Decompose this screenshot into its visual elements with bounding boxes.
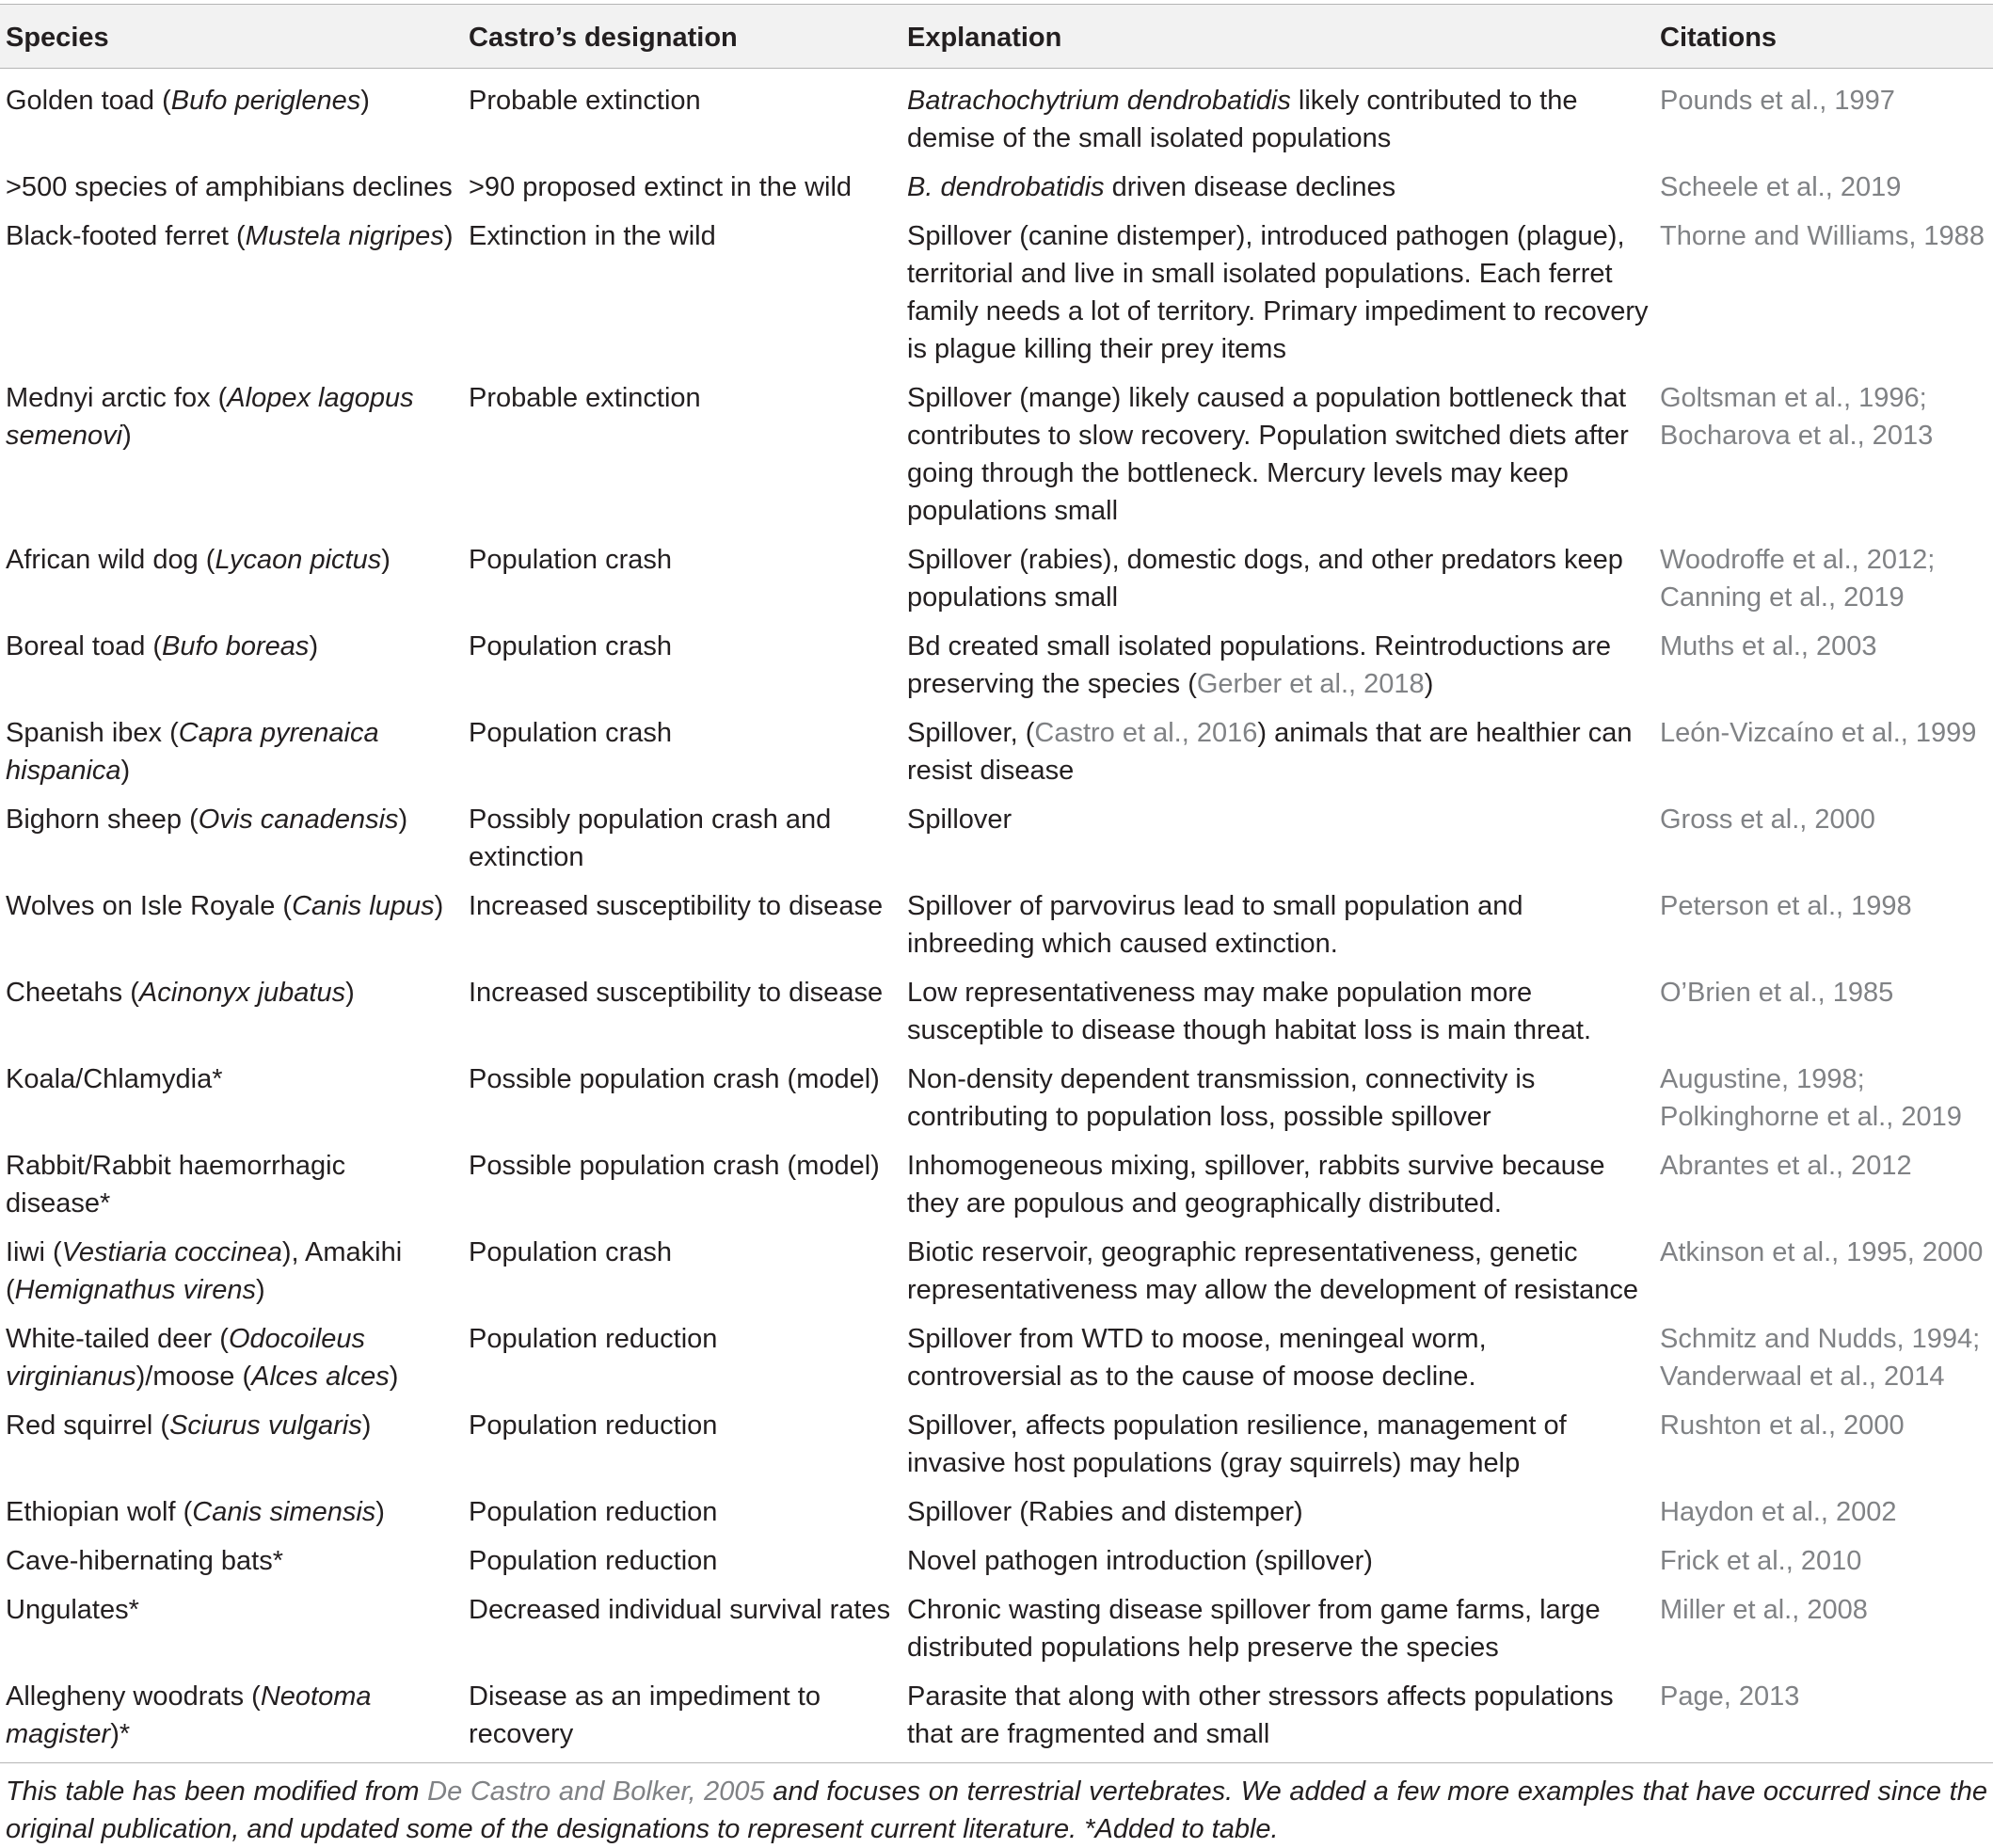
designation-cell: >90 proposed extinct in the wild: [469, 172, 853, 202]
species-cell: [0, 622, 463, 709]
explanation-text: Chronic wasting disease spillover from game farms, large distributed populations help preserve the species: [907, 1595, 1601, 1663]
explanation-cell: [901, 795, 1654, 882]
species-cell: [0, 69, 463, 164]
explanation-text: Non-density dependent transmission, connectivity is contributing to population loss, possible spillover: [907, 1064, 1536, 1132]
citations-cell: [1654, 968, 1993, 1055]
species-italic-text: Canis lupus: [292, 891, 435, 921]
explanation-cell: [901, 1314, 1654, 1401]
explanation-cell: [901, 882, 1654, 968]
citation-link[interactable]: Woodroffe et al., 2012;: [1660, 545, 1936, 575]
explanation-italic-text: B. dendrobatidis: [907, 172, 1105, 202]
explanation-reference-link[interactable]: Castro et al., 2016: [1034, 718, 1258, 748]
species-cell: [0, 1141, 463, 1228]
species-text: ): [122, 421, 132, 451]
species-cell: [0, 1537, 463, 1585]
species-italic-text: Mustela nigripes: [245, 221, 444, 251]
table-row: [0, 1055, 1993, 1141]
designation-cell: Population reduction: [469, 1324, 718, 1354]
designation-cell: Possible population crash (model): [469, 1151, 880, 1181]
explanation-cell: [901, 535, 1654, 622]
species-cell: [0, 1228, 463, 1314]
table-row: [0, 212, 1993, 374]
species-italic-text: Bufo periglenes: [170, 86, 361, 116]
species-cell: [0, 1672, 463, 1763]
explanation-cell: [901, 1488, 1654, 1537]
species-text: ): [434, 891, 444, 921]
explanation-text: driven disease declines: [1104, 172, 1396, 202]
species-italic-text: Capra pyrenaica hispanica: [6, 718, 379, 786]
species-italic-text: Hemignathus virens: [14, 1275, 256, 1305]
explanation-cell: [901, 968, 1654, 1055]
species-italic-text: Neotoma magister: [6, 1681, 372, 1749]
designation-cell: Disease as an impediment to recovery: [463, 1672, 901, 1763]
citation-link[interactable]: Thorne and Williams, 1988: [1660, 221, 1985, 251]
species-text: Wolves on Isle Royale (: [6, 891, 293, 921]
species-text: ): [381, 545, 391, 575]
species-text: ): [345, 978, 355, 1008]
species-text: Bighorn sheep (: [6, 805, 199, 835]
table-footnote: [0, 1763, 1993, 1848]
citation-link[interactable]: Abrantes et al., 2012: [1660, 1151, 1912, 1181]
citation-link[interactable]: Vanderwaal et al., 2014: [1660, 1362, 1945, 1392]
table-body: [0, 69, 1993, 1763]
species-text: )*: [110, 1719, 131, 1749]
explanation-italic-text: Batrachochytrium dendrobatidis: [907, 86, 1291, 116]
citations-cell: [1654, 882, 1993, 968]
explanation-cell: [901, 1672, 1654, 1763]
species-text: Ungulates*: [6, 1595, 139, 1625]
species-text: Boreal toad (: [6, 631, 163, 661]
explanation-cell: [901, 163, 1654, 212]
explanation-text: Biotic reservoir, geographic representativeness, genetic representativeness may allow the development of resistance: [907, 1237, 1638, 1305]
explanation-cell: [901, 1537, 1654, 1585]
citations-cell: [1654, 374, 1993, 535]
table-header: [0, 5, 1993, 69]
citations-cell: [1654, 1141, 1993, 1228]
species-text: ): [360, 86, 370, 116]
designation-cell: Population crash: [469, 1237, 673, 1267]
species-italic-text: Odocoileus virginianus: [6, 1324, 366, 1392]
explanation-cell: [901, 1228, 1654, 1314]
footnote-reference-link[interactable]: De Castro and Bolker, 2005: [427, 1776, 765, 1807]
citation-link[interactable]: Bocharova et al., 2013: [1660, 421, 1934, 451]
table-row: [0, 1488, 1993, 1537]
designation-cell: Decreased individual survival rates: [469, 1595, 891, 1625]
explanation-text: Bd created small isolated populations. Reintroductions are preserving the species (: [907, 631, 1611, 699]
header-explanation: Explanation: [901, 5, 1654, 69]
species-cell: [0, 1314, 463, 1401]
species-cell: [0, 1055, 463, 1141]
explanation-text: Parasite that along with other stressors affects populations that are fragmented and small: [907, 1681, 1614, 1749]
citation-link[interactable]: Haydon et al., 2002: [1660, 1497, 1897, 1527]
species-italic-text: Alces alces: [251, 1362, 390, 1392]
species-text: Rabbit/Rabbit haemorrhagic disease*: [6, 1151, 346, 1219]
footnote-text-after: and focuses on terrestrial vertebrates. We added a few more examples that have occurred since the original publication, and updated some of the designations to represent current literature. *Added to table.: [6, 1776, 1987, 1844]
citations-cell: [1654, 1488, 1993, 1537]
explanation-cell: [901, 1141, 1654, 1228]
citation-link[interactable]: Goltsman et al., 1996;: [1660, 383, 1927, 413]
table-row: [0, 163, 1993, 212]
citations-cell: [1654, 1537, 1993, 1585]
citations-cell: [1654, 1314, 1993, 1401]
citation-link[interactable]: Page, 2013: [1660, 1681, 1800, 1712]
explanation-text: Inhomogeneous mixing, spillover, rabbits survive because they are populous and geographically distributed.: [907, 1151, 1605, 1219]
designation-cell: Probable extinction: [469, 383, 701, 413]
table-row: [0, 709, 1993, 795]
species-text: White-tailed deer (: [6, 1324, 229, 1354]
species-cell: [0, 709, 463, 795]
species-cell: [0, 1401, 463, 1488]
species-text: Golden toad (: [6, 86, 171, 116]
species-cell: [0, 968, 463, 1055]
explanation-cell: [901, 1055, 1654, 1141]
designation-cell: Increased susceptibility to disease: [469, 978, 884, 1008]
species-text: Allegheny woodrats (: [6, 1681, 261, 1712]
species-text: Iiwi (: [6, 1237, 62, 1267]
citation-link[interactable]: Peterson et al., 1998: [1660, 891, 1912, 921]
explanation-text: Spillover, affects population resilience, management of invasive host populations (gray squirrels) may help: [907, 1410, 1567, 1478]
species-text: Koala/Chlamydia*: [6, 1064, 223, 1094]
species-italic-text: Canis simensis: [192, 1497, 376, 1527]
citations-cell: [1654, 709, 1993, 795]
table-row: [0, 622, 1993, 709]
citation-link[interactable]: Gross et al., 2000: [1660, 805, 1875, 835]
species-cell: [0, 535, 463, 622]
species-text: ), Amakihi (: [6, 1237, 403, 1305]
table-row: [0, 374, 1993, 535]
species-cell: [0, 212, 463, 374]
header-row: [0, 5, 1993, 69]
designation-cell: Population reduction: [469, 1497, 718, 1527]
citation-link[interactable]: Polkinghorne et al., 2019: [1660, 1102, 1962, 1132]
designation-cell: Population crash: [469, 545, 673, 575]
designation-cell: Extinction in the wild: [469, 221, 716, 251]
species-text: ): [398, 805, 408, 835]
table-row: [0, 535, 1993, 622]
species-text: >500 species of amphibians declines: [6, 172, 453, 202]
explanation-text: ): [1424, 669, 1434, 699]
citations-cell: [1654, 795, 1993, 882]
species-text: Ethiopian wolf (: [6, 1497, 193, 1527]
explanation-cell: [901, 622, 1654, 709]
citation-link[interactable]: Muths et al., 2003: [1660, 631, 1877, 661]
species-italic-text: Alopex lagopus semenovi: [6, 383, 414, 451]
species-cell: [0, 163, 463, 212]
species-italic-text: Lycaon pictus: [215, 545, 382, 575]
citation-link[interactable]: Frick et al., 2010: [1660, 1546, 1862, 1576]
citation-link[interactable]: Pounds et al., 1997: [1660, 86, 1895, 116]
explanation-cell: [901, 709, 1654, 795]
explanation-text: ) animals that are healthier can resist disease: [907, 718, 1633, 786]
designation-cell: Population crash: [469, 631, 673, 661]
citation-link[interactable]: O’Brien et al., 1985: [1660, 978, 1894, 1008]
explanation-text: Spillover (canine distemper), introduced pathogen (plague), territorial and live in small isolated populations. Each ferret family needs a lot of territory. Primary impediment to recovery is plague killing their prey items: [907, 221, 1649, 364]
header-species: Species: [0, 5, 463, 69]
species-text: ): [255, 1275, 265, 1305]
species-text: Cave-hibernating bats*: [6, 1546, 284, 1576]
citations-cell: [1654, 535, 1993, 622]
designation-cell: Population crash: [469, 718, 673, 748]
species-text: ): [309, 631, 319, 661]
citation-link[interactable]: León-Vizcaíno et al., 1999: [1660, 718, 1977, 748]
citations-cell: [1654, 1585, 1993, 1672]
citation-link[interactable]: Rushton et al., 2000: [1660, 1410, 1905, 1441]
designation-cell: Increased susceptibility to disease: [469, 891, 884, 921]
explanation-text: Spillover, (: [907, 718, 1035, 748]
citations-cell: [1654, 1401, 1993, 1488]
citation-link[interactable]: Canning et al., 2019: [1660, 582, 1905, 613]
species-cell: [0, 1488, 463, 1537]
explanation-text: Spillover from WTD to moose, meningeal worm, controversial as to the cause of moose decline.: [907, 1324, 1487, 1392]
explanation-text: Low representativeness may make population more susceptible to disease though habitat loss is main threat.: [907, 978, 1592, 1045]
species-text: African wild dog (: [6, 545, 215, 575]
citations-cell: [1654, 622, 1993, 709]
species-cell: [0, 374, 463, 535]
table-row: [0, 1401, 1993, 1488]
designation-cell: Probable extinction: [469, 86, 701, 116]
species-text: Mednyi arctic fox (: [6, 383, 228, 413]
species-italic-text: Ovis canadensis: [198, 805, 399, 835]
table-row: [0, 1672, 1993, 1763]
citation-link[interactable]: Schmitz and Nudds, 1994;: [1660, 1324, 1981, 1354]
species-italic-text: Sciurus vulgaris: [169, 1410, 362, 1441]
designation-cell: Possibly population crash and extinction: [469, 805, 832, 872]
citations-cell: [1654, 1228, 1993, 1314]
citations-cell: [1654, 212, 1993, 374]
species-text: ): [375, 1497, 385, 1527]
explanation-cell: [901, 69, 1654, 164]
species-italic-text: Bufo boreas: [162, 631, 310, 661]
species-text: Spanish ibex (: [6, 718, 179, 748]
species-italic-text: Acinonyx jubatus: [138, 978, 346, 1008]
explanation-text: Spillover: [907, 805, 1012, 835]
species-cell: [0, 795, 463, 882]
species-italic-text: Vestiaria coccinea: [61, 1237, 282, 1267]
explanation-text: Spillover (rabies), domestic dogs, and other predators keep populations small: [907, 545, 1623, 613]
header-designation: Castro’s designation: [463, 5, 901, 69]
species-text: ): [361, 1410, 372, 1441]
species-text: Red squirrel (: [6, 1410, 170, 1441]
species-text: Black-footed ferret (: [6, 221, 246, 251]
table-row: [0, 1141, 1993, 1228]
table-row: [0, 795, 1993, 882]
designation-cell: Possible population crash (model): [469, 1064, 880, 1094]
citation-link[interactable]: Scheele et al., 2019: [1660, 172, 1902, 202]
table-row: [0, 69, 1993, 164]
explanation-text: Spillover (mange) likely caused a population bottleneck that contributes to slow recovery. Population switched diets after going through the bottleneck. Mercury levels may keep populations small: [907, 383, 1629, 526]
explanation-text: likely contributed to the demise of the small isolated populations: [907, 86, 1578, 153]
disease-extinction-table: [0, 4, 1993, 1763]
explanation-cell: [901, 212, 1654, 374]
table-row: [0, 1314, 1993, 1401]
table-row: [0, 1228, 1993, 1314]
species-text: ): [120, 756, 131, 786]
citations-cell: [1654, 69, 1993, 164]
species-cell: [0, 1585, 463, 1672]
explanation-text: Spillover (Rabies and distemper): [907, 1497, 1303, 1527]
explanation-cell: [901, 374, 1654, 535]
explanation-cell: [901, 1401, 1654, 1488]
citation-link[interactable]: Atkinson et al., 1995, 2000: [1660, 1237, 1984, 1267]
species-text: Cheetahs (: [6, 978, 139, 1008]
designation-cell: Population reduction: [469, 1546, 718, 1576]
table-row: [0, 882, 1993, 968]
table-row: [0, 968, 1993, 1055]
citation-link[interactable]: Miller et al., 2008: [1660, 1595, 1868, 1625]
header-citations: Citations: [1654, 5, 1993, 69]
species-cell: [0, 882, 463, 968]
explanation-cell: [901, 1585, 1654, 1672]
explanation-text: Spillover of parvovirus lead to small population and inbreeding which caused extinction.: [907, 891, 1523, 959]
explanation-text: Novel pathogen introduction (spillover): [907, 1546, 1373, 1576]
species-text: ): [389, 1362, 399, 1392]
designation-cell: Population reduction: [469, 1410, 718, 1441]
table-row: [0, 1537, 1993, 1585]
species-text: )/moose (: [136, 1362, 252, 1392]
species-text: ): [443, 221, 454, 251]
footnote-text-before: This table has been modified from: [6, 1776, 428, 1807]
citations-cell: [1654, 1055, 1993, 1141]
citations-cell: [1654, 163, 1993, 212]
citations-cell: [1654, 1672, 1993, 1763]
explanation-reference-link[interactable]: Gerber et al., 2018: [1196, 669, 1425, 699]
citation-link[interactable]: Augustine, 1998;: [1660, 1064, 1865, 1094]
table-row: [0, 1585, 1993, 1672]
